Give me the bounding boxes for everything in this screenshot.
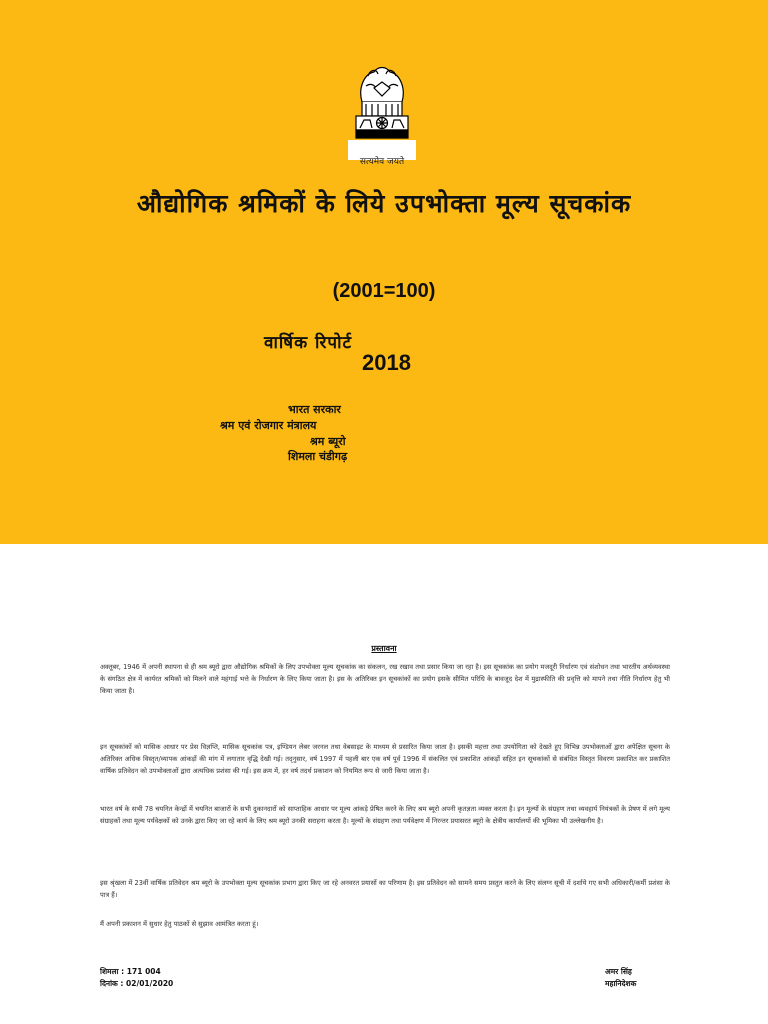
signatory-name: अमर सिंह (605, 967, 632, 976)
signatory-title: महानिदेशक (605, 979, 637, 988)
org-location: शिमला चंडीगढ़ (288, 450, 348, 463)
preface-paragraph: इन सूचकांकों को मासिक आधार पर प्रेस विज्ञप्ति, मासिक सूचकांक पत्र, इण्डियन लेबर जरनल तथा वेबसाइट के माध्यम से प्रसारित किया जाता है। इसकी महत्ता तथा उपयोगिता को देखते हुए विभिन्न उपभोक्ताओं द्वारा अपेक्षित सूचना के अतिरिक्त अधिक विस्तृत/व्यापक आंकड़ों की मांग में लगातार वृद्धि देखी गई। तद्नुसार, वर्ष 1997 में पहली बार एक वर्ष पूर्व 1996 में संकलित एवं प्रकाशित आंकड़ों सहित इन सूचकांकों से संबंधित विस्तृत विवरण प्रकाशित कर प्रकाशित वार्षिक प्रतिवेदन को उपभोक्ताओं द्वारा अत्यधिक प्रशंसा की गई। इस क्रम में, हर वर्ष तदर्थ प्रकाशन को नियमित रूप से जारी किया जाता है। (100, 743, 670, 775)
org-ministry: श्रम एवं रोजगार मंत्रालय (220, 419, 317, 432)
preface-paragraph: इस श्रृंखला में 23वीं वार्षिक प्रतिवेदन श्रम ब्यूरो के उपभोक्ता मूल्य सूचकांक प्रभाग द्वारा किए जा रहे अनवरत प्रयासों का परिणाम है। इस प्रतिवेदन को सामने समय प्रस्तुत करने के लिए संलग्न सूची में दर्शाये गए सभी अधिकारी/कर्मी प्रशंसा के पात्र हैं। (100, 879, 670, 899)
index-base-year: (2001=100) (332, 280, 436, 302)
date-value: 02/01/2020 (126, 979, 174, 988)
emblem-caption: सत्यमेव जयते (359, 157, 405, 167)
org-government: भारत सरकार (288, 403, 341, 416)
org-bureau: श्रम ब्यूरो (310, 435, 346, 448)
report-year: 2018 (362, 350, 411, 375)
preface-heading: प्रस्तावना (371, 644, 397, 653)
place-value: 171 004 (126, 967, 161, 976)
footer-place-date (100, 966, 173, 990)
date-label: दिनांक : (100, 979, 124, 988)
report-type-label: वार्षिक रिपोर्ट (264, 333, 353, 353)
preface-paragraph: अक्तूबर, 1946 में अपनी स्थापना से ही श्रम ब्यूरो द्वारा औद्योगिक श्रमिकों के लिए उपभोक्ता मूल्य सूचकांक का संकलन, रख रखाव तथा प्रसार किया जा रहा है। इस सूचकांक का प्रयोग मजदूरी निर्धारण एवं संशोधन तथा भारतीय अर्थव्यवस्था के संगठित क्षेत्र में कार्यरत श्रमिकों को मिलने वाले महंगाई भत्ते के निर्धारण के लिए किया जाता है। इस के अतिरिक्त इन सूचकांकों का प्रयोग इसके सीमित परिधि के बावजूद देश में मुद्रास्फीति की प्रवृत्ति को मापने तथा नीति निर्धारण हेतु भी किया जाता है। (100, 663, 670, 695)
place-label: शिमला : (100, 967, 125, 976)
preface-paragraph: भारत वर्ष के सभी 78 चयनित केन्द्रों में चयनित बाजारों के सभी दुकानदारों को साप्ताहिक आधार पर मूल्य आंकड़े प्रेषित करने के लिए श्रम ब्यूरो अपनी कृतज्ञता व्यक्त करता है। इन मूल्यों के संग्रहण तथा व्यवहार्य नियंत्रकों के प्रेषण में लगे मूल्य संग्राहकों तथा मूल्य पर्यवेक्षकों को उनके द्वारा किए जा रहे कार्य के लिए श्रम ब्यूरो उनकी सराहना करता है। मूल्यों के संग्रहण तथा पर्यवेक्षण में निरन्तर प्रयासरत ब्यूरो के क्षेत्रीय कार्यालयों की भूमिका भी उल्लेखनीय है। (100, 805, 670, 825)
preface-paragraph: मैं अपनी प्रकाशन में सुधार हेतु पाठकों से सुझाव आमंत्रित करता हूं। (100, 920, 259, 928)
report-title: औद्योगिक श्रमिकों के लिये उपभोक्ता मूल्य सूचकांक (136, 189, 632, 218)
footer-signatory (605, 966, 636, 990)
